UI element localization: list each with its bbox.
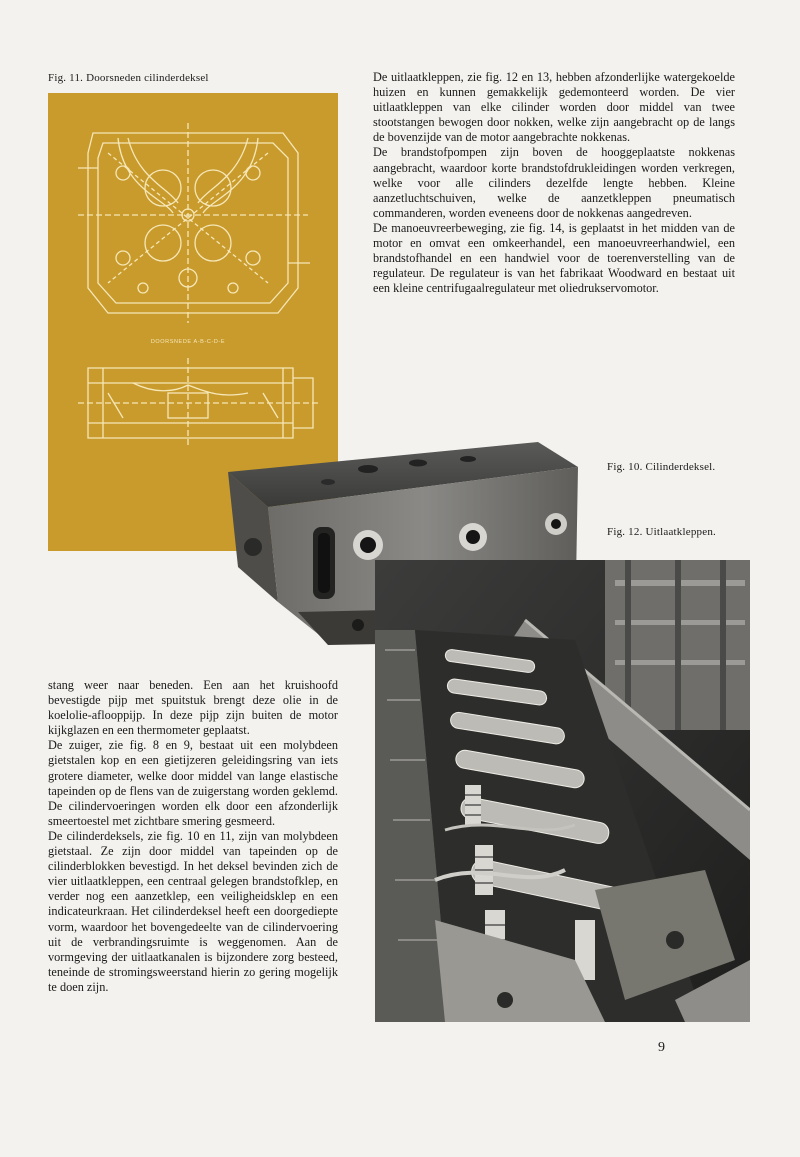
fig12-caption: Fig. 12. Uitlaatkleppen.: [607, 526, 716, 538]
fig12-exhaust-valves-photo: [375, 560, 750, 1022]
paragraph-manoeuvring: De manoeuvreerbeweging, zie fig. 14, is geplaatst in het midden van de motor en omvat een omkeerhandel, een manoeuvreerhandwiel, een brandstofhandel en een handwiel voor de toerenverstelling van de regulateur. De regulateur is van het fabrikaat Woodward en bestaat uit een kleine centrifugaalregulateur met oliedrukservomotor.: [373, 220, 735, 296]
drawing-section-label: DOORSNEDE A-B-C-D-E: [150, 339, 226, 345]
right-text-column: [373, 70, 735, 296]
left-text-column: [48, 678, 338, 995]
page-number: 9: [658, 1040, 665, 1055]
paragraph-cylinder-heads: De cilinderdeksels, zie fig. 10 en 11, zijn van molybdeen gietstaal. Ze zijn door middel van tapeinden op de cilinderblokken bevestigd. In het deksel bevinden zich de vier uitlaatkleppen, een centraal gelegen brandstofklep, en verder nog een aanzetklep, een veiligheidsklep en een indicateurkraan. Het cilinderdeksel heeft een doorgediepte vorm, waardoor het bovengedeelte van de cilindervoering uit de verbrandingsruimte is weggenomen. Aan de vormgeving der uitlaatkanalen is bijzondere zorg besteed, teneinde de stromingsweerstand hierin zo gering mogelijk te doen zijn.: [48, 828, 338, 994]
fig10-caption: Fig. 10. Cilinderdeksel.: [607, 461, 716, 473]
paragraph-cooling-oil: stang weer naar beneden. Een aan het kruishoofd bevestigde pijp met spuitstuk brengt deze olie in de koelolie-aflooppijp. In deze pijp zijn buiten de motor kijkglazen en een thermometer geplaatst.: [48, 678, 338, 738]
paragraph-piston: De zuiger, zie fig. 8 en 9, bestaat uit een molybdeen gietstalen kop en een gietijzeren geleidingsring van iets grotere diameter, welke door middel van lange elastische tapeinden op de flens van de zuigerstang worden geklemd. De cilindervoeringen worden elk door een afzonderlijk smeertoestel met zichtbare smering gesmeerd.: [48, 738, 338, 828]
paragraph-exhaust-valves: De uitlaatkleppen, zie fig. 12 en 13, hebben afzonderlijke watergekoelde huizen en kunnen gemakkelijk gedemonteerd worden. De vier uitlaatkleppen van elke cilinder worden door middel van twee stootstangen bewogen door nokken, welke zijn aangebracht op de langs de bovenzijde van de motor aangebrachte nokkenas.: [373, 70, 735, 145]
fig11-caption: Fig. 11. Doorsneden cilinderdeksel: [48, 72, 209, 84]
paragraph-fuel-pumps: De brandstofpompen zijn boven de hooggeplaatste nokkenas aangebracht, waardoor korte brandstofdrukleidingen worden verkregen, welke voor alle cilinders dezelfde lengte hebben. Kleine aanzetluchtschuiven, welke de aanzetkleppen pneumatisch commanderen, worden eveneens door de nokkenas aangedreven.: [373, 145, 735, 220]
